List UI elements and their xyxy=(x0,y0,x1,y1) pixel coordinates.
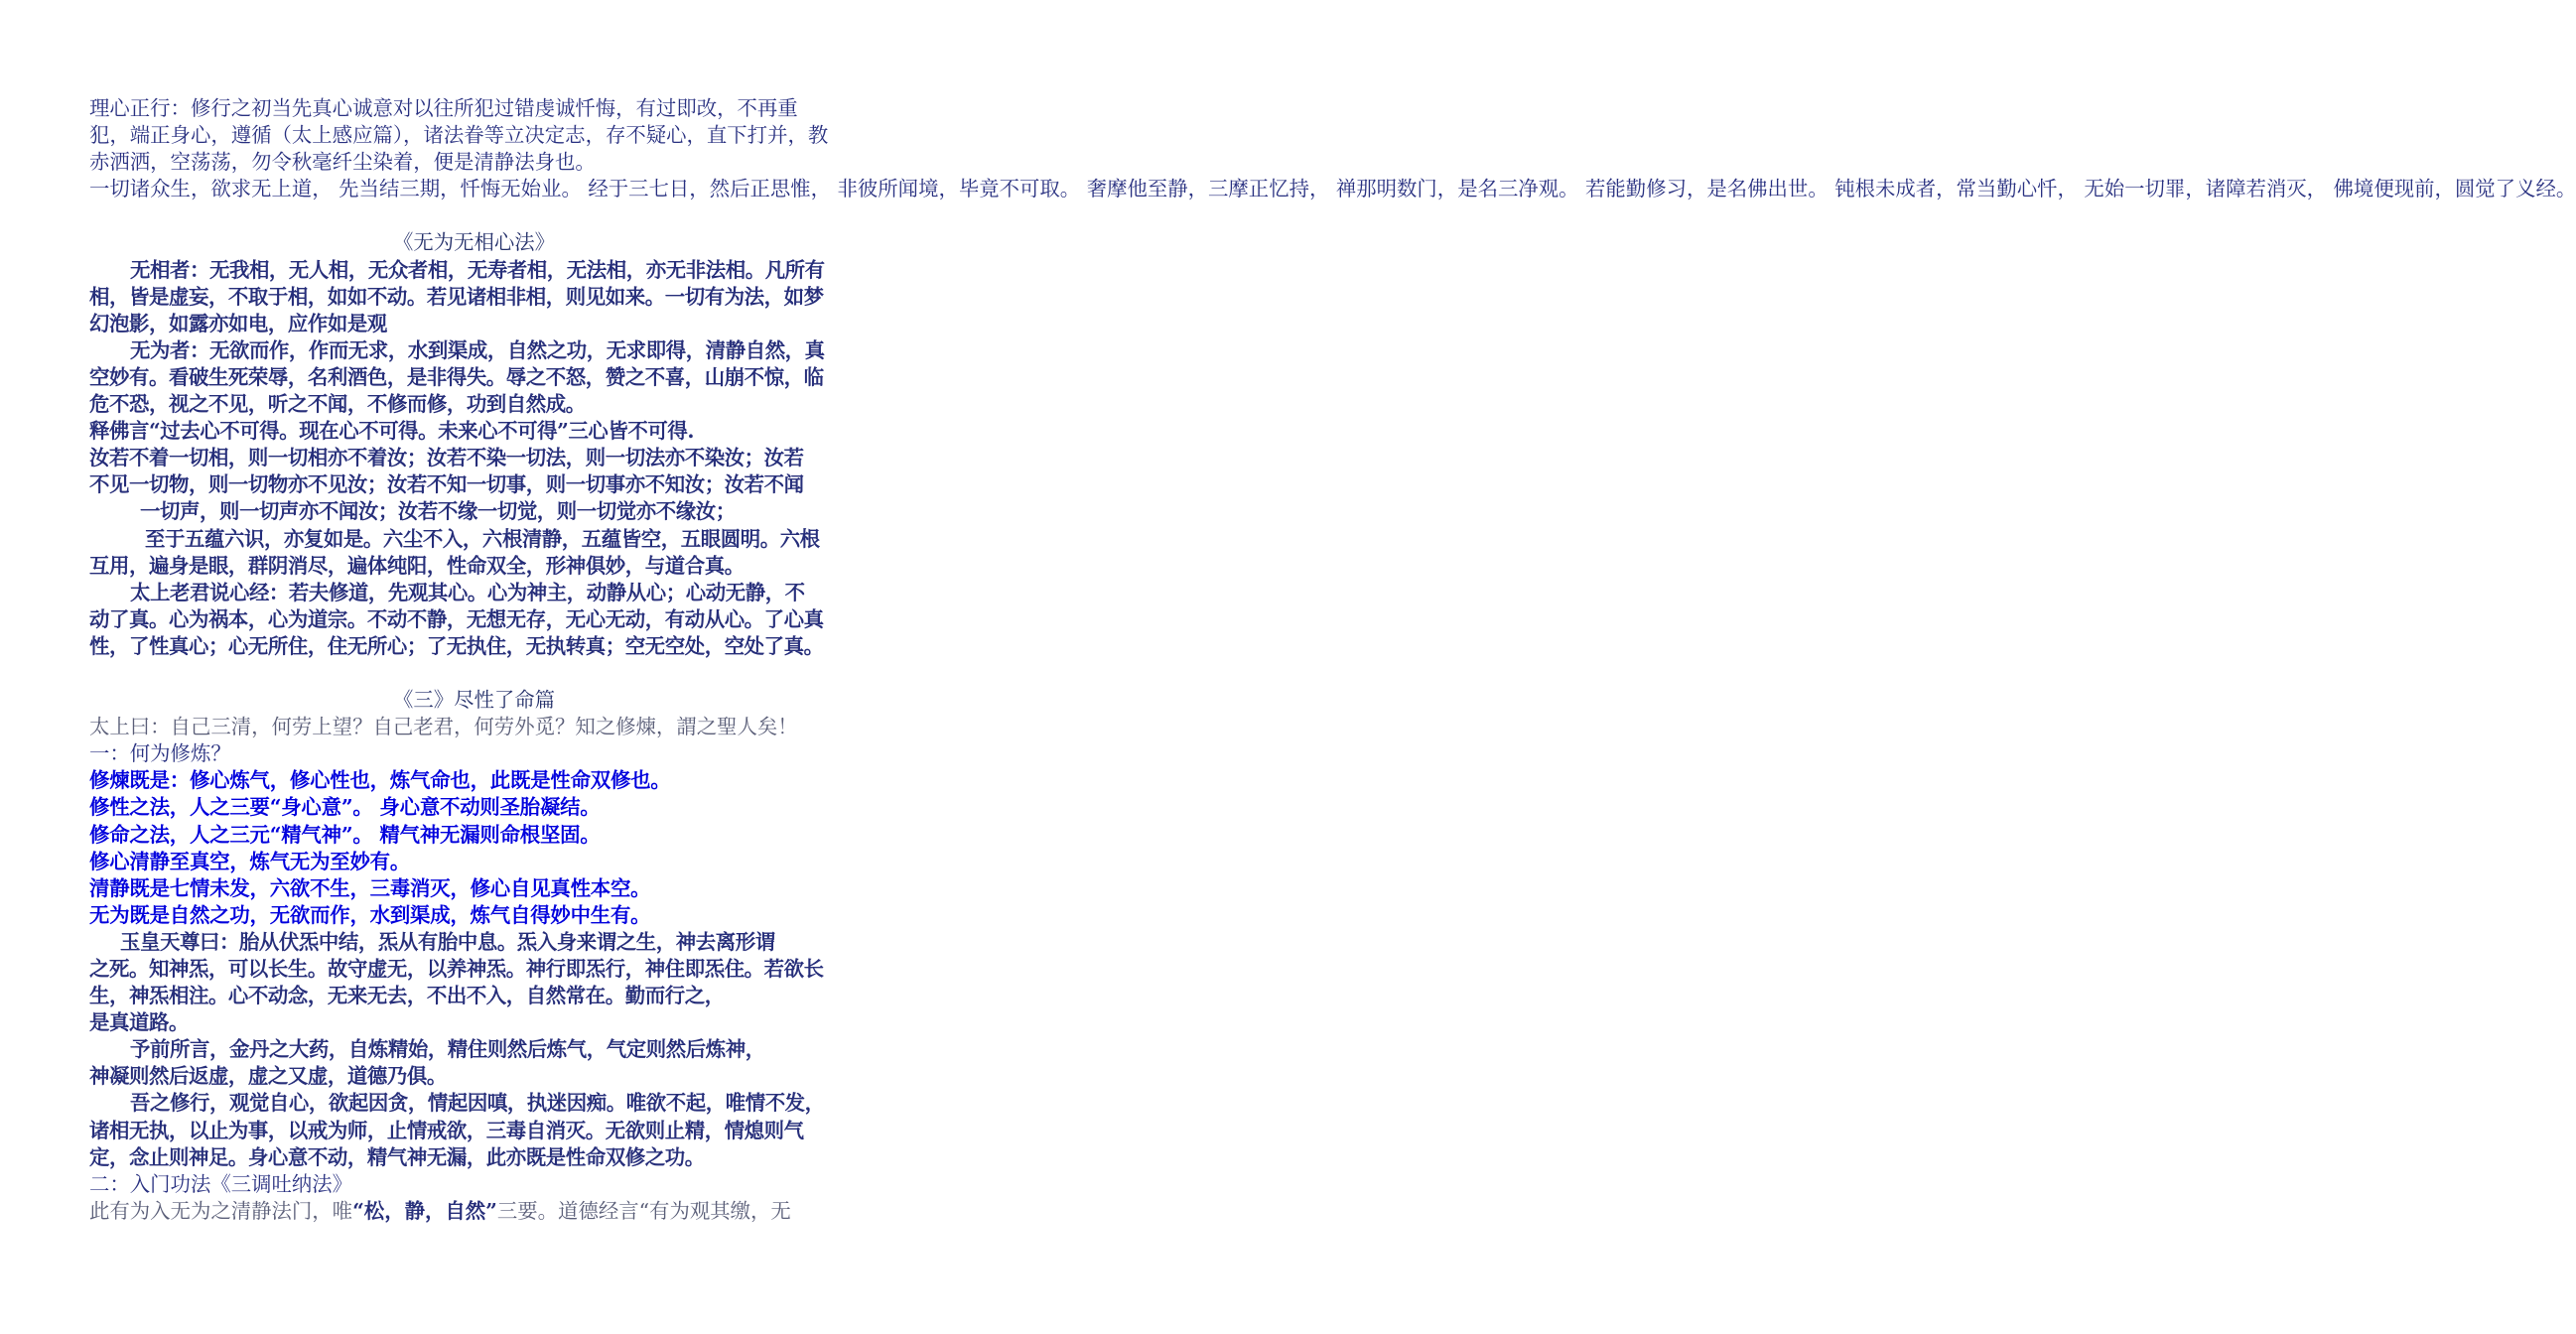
question-heading: 二：入门功法《三调吐纳法》 xyxy=(89,1171,353,1196)
text-line: 空妙有。看破生死荣辱，名利酒色，是非得失。辱之不怒，赞之不喜，山崩不惊，临 xyxy=(89,364,824,389)
text-line: 一切声，则一切声亦不闻汝；汝若不缘一切觉，则一切觉亦不缘汝； xyxy=(140,499,736,524)
text-line: 太上老君说心经：若夫修道，先观其心。心为神主，动静从心；心动无静，不 xyxy=(130,580,805,604)
intro-line: 赤洒洒，空荡荡，勿令秋毫纤尘染着，便是清静法身也。 xyxy=(89,150,596,175)
text-line: 互用，遍身是眼，群阴消尽，遍体纯阳，性命双全，形神俱妙，与道合真。 xyxy=(89,553,745,578)
quote-line: 太上曰：自己三清，何劳上望？自己老君，何劳外觅？知之修煉，謂之聖人矣！ xyxy=(89,715,798,739)
text-line: 玉皇天尊曰：胎从伏炁中结，炁从有胎中息。炁入身来谓之生，神去离形谓 xyxy=(120,929,775,954)
highlight-line: 修心清静至真空，炼气无为至妙有。 xyxy=(89,849,411,873)
intro-line: 犯，端正身心，遵循（太上感应篇），诸法眷等立决定志，存不疑心，直下打并，教 xyxy=(89,123,829,148)
verse-line: 经于三七日，然后正思惟， 非彼所闻境，毕竟不可取。 xyxy=(588,177,1081,201)
text-line: 予前所言，金丹之大药，自炼精始，精住则然后炼气，气定则然后炼神， xyxy=(130,1037,765,1062)
text-line: 危不恐，视之不见，听之不闻，不修而修，功到自然成。 xyxy=(89,392,586,417)
text-line: 定，念止则神足。身心意不动，精气神无漏，此亦既是性命双修之功。 xyxy=(89,1144,705,1169)
text-line: 不见一切物，则一切物亦不见汝；汝若不知一切事，则一切事亦不知汝；汝若不闻 xyxy=(89,472,804,497)
text-line: 是真道路。 xyxy=(89,1010,189,1035)
text-line: 幻泡影，如露亦如电，应作如是观 xyxy=(89,311,387,335)
text-segment-bold: “松，静，自然” xyxy=(352,1198,497,1223)
section-title: 《无为无相心法》 xyxy=(392,230,556,255)
text-line: 至于五蕴六识，亦复如是。六尘不入，六根清静，五蕴皆空，五眼圆明。六根 xyxy=(145,526,820,551)
text-line: 吾之修行，观觉自心，欲起因贪，情起因嗔，执迷因痴。唯欲不起，唯情不发， xyxy=(130,1091,825,1116)
text-line: 相，皆是虚妄，不取于相，如如不动。若见诸相非相，则见如来。一切有为法，如梦 xyxy=(89,284,824,309)
verse-line: 一切诸众生，欲求无上道， 先当结三期，忏悔无始业。 xyxy=(89,177,582,201)
highlight-line: 修煉既是：修心炼气，修心性也，炼气命也，此既是性命双修也。 xyxy=(89,768,671,793)
text-line-last xyxy=(89,1198,859,1225)
text-segment: 此有为入无为之清静法门，唯 xyxy=(89,1198,353,1223)
verse-line: 奢摩他至静，三摩正忆持， 禅那明数门，是名三净观。 xyxy=(1086,177,1579,201)
verse-line: 无始一切罪，诸障若消灭， 佛境便现前，圆觉了义经。 xyxy=(2084,177,2576,201)
section-jinxing xyxy=(89,687,859,1225)
highlight-line: 修命之法，人之三元“精气神”。 精气神无漏则命根坚固。 xyxy=(89,822,601,847)
text-line: 神凝则然后返虚，虚之又虚，道德乃俱。 xyxy=(89,1064,447,1089)
text-line: 无相者：无我相，无人相，无众者相，无寿者相，无法相，亦无非法相。凡所有 xyxy=(130,257,825,282)
text-line: 无为者：无欲而作，作而无求，水到渠成，自然之功，无求即得，清静自然，真 xyxy=(130,337,825,362)
intro-paragraph xyxy=(89,95,859,176)
highlight-line: 无为既是自然之功，无欲而作，水到渠成，炼气自得妙中生有。 xyxy=(89,902,651,927)
highlight-line: 清静既是七情未发，六欲不生，三毒消灭，修心自见真性本空。 xyxy=(89,875,651,900)
section-wuwei xyxy=(89,229,859,660)
document-page xyxy=(89,95,2576,1225)
text-line: 生，神炁相注。心不动念，无来无去，不出不入，自然常在。勤而行之， xyxy=(89,984,725,1008)
verse-line: 若能勤修习，是名佛出世。 钝根未成者，常当勤心忏， xyxy=(1585,177,2078,201)
text-line: 之死。知神炁，可以长生。故守虚无，以养神炁。神行即炁行，神住即炁住。若欲长 xyxy=(89,957,824,981)
question-heading: 一：何为修炼？ xyxy=(89,741,231,766)
highlight-line: 修性之法，人之三要“身心意”。 身心意不动则圣胎凝结。 xyxy=(89,795,601,820)
text-line: 释佛言“过去心不可得。现在心不可得。未来心不可得”三心皆不可得. xyxy=(89,419,695,444)
text-line: 汝若不着一切相，则一切相亦不着汝；汝若不染一切法，则一切法亦不染汝；汝若 xyxy=(89,446,804,470)
text-segment: 三要。道德经言“有为观其缴，无 xyxy=(496,1198,791,1223)
text-line: 动了真。心为祸本，心为道宗。不动不静，无想无存，无心无动，有动从心。了心真 xyxy=(89,606,824,631)
intro-line: 理心正行：修行之初当先真心诚意对以往所犯过错虔诚忏悔，有过即改，不再重 xyxy=(89,96,798,120)
text-line: 诸相无执，以止为事，以戒为师，止情戒欲，三毒自消灭。无欲则止精，情熄则气 xyxy=(89,1118,804,1142)
section-title: 《三》尽性了命篇 xyxy=(392,688,556,713)
text-line: 性，了性真心；心无所住，住无所心；了无执住，无执转真；空无空处，空处了真。 xyxy=(89,633,824,658)
verse-block xyxy=(89,176,2576,202)
